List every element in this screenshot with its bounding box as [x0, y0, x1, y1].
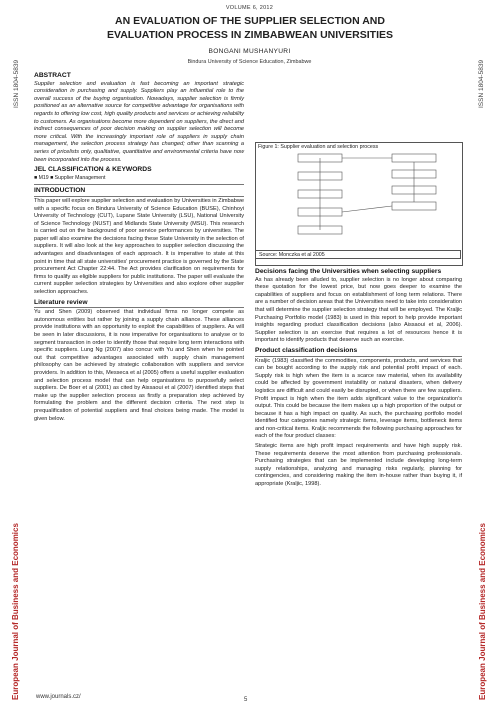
- strategic-items-text: Strategic items are high profit impact requirements and have high supply risk. These requirements deserve the most attention from purchasing professionals. Purchasing strategies that can be implemented include developing long-term supply relationships, analyzing and managing risks regularly, planning for contingencies, and considering making the item in-house rather than buying it, if appropriate (Kraljic, 1998).: [255, 443, 462, 488]
- divider: [34, 184, 244, 185]
- product-classification-heading: Product classification decisions: [255, 346, 358, 354]
- right-column: [255, 266, 462, 491]
- introduction-text: This paper will explore supplier selection and evaluation by Universities in Zimbabwe with a specific focus on Bindura University of Science Education (BUSE), Chinhoyi University of Technology (CUT), Lupane State University (LSU), National University of Science Technology (NUST) and Midlands State University (MSU). This research is carried out on the background of poor service performances by universities. The paper will also examine the decisions facing these State University in the selection of suppliers. It will also look at the key approaches to supplier selection discussing the advantages and disadvantages of each approach. It is imperative to state at this point in time that all state universities' procurement practice is governed by the State procurement Act Chapter 22:44. The Act provides clarification on requirements for firms to qualify as eligible suppliers for public institutions. The paper will evaluate the current supplier selection strategies by Universities and also explore other supplier selection approaches.: [34, 197, 244, 296]
- author-affiliation: Bindura University of Science Education, Zimbabwe: [187, 59, 312, 65]
- issn-left: ISSN 1804-5839: [13, 59, 20, 108]
- volume-label: VOLUME 6, 2012: [225, 5, 274, 11]
- journal-name-right: European Journal of Business and Economics: [478, 523, 487, 700]
- divider: [34, 307, 244, 308]
- journal-url[interactable]: www.journals.cz/: [36, 694, 81, 700]
- abstract-heading: ABSTRACT: [34, 72, 71, 79]
- divider: [34, 196, 244, 197]
- jel-keywords: ■ M19 ■ Supplier Management: [34, 174, 106, 181]
- title-line-2: EVALUATION PROCESS IN ZIMBABWEAN UNIVERSITIES: [106, 28, 394, 41]
- figure-flowchart: [260, 152, 456, 248]
- article-title: [60, 15, 440, 42]
- jel-heading: JEL CLASSIFICATION & KEYWORDS: [34, 166, 152, 174]
- decisions-text: As has already been alluded to, supplier selection is no longer about comparing these quotation for the lowest price, but now goes deeper to examine the capabilities of suppliers and focus on establishment of long term relations. There are a number of decision areas that the Universities need to take into consideration that will determine the supplier selection strategy that will be employed. The Kraljic Purchasing Portfolio model (1983) is used in this report to help provide important insights regarding product classification decisions (also Aissaoui et al, 2006). Supplier selection is an exercise that requires a lot of resources hence it is important to identify products that deserve such an exercise.: [255, 276, 462, 344]
- journal-name-left: European Journal of Business and Economics: [11, 523, 20, 700]
- literature-review-heading: Literature review: [34, 298, 88, 306]
- introduction-heading: INTRODUCTION: [34, 187, 86, 195]
- product-classification-text: Kraljic (1983) classified the commodities, components, products, and services that can be bought according to the supply risk and potential profit impact of each. Supply risk is high when the item is a scarce raw material, when its availability could be affected by government instability or natural disasters, when delivery logistics are difficult and could easily be disrupted, or when there are few suppliers. Profit impact is high when the item adds significant value to the organization's output. This could be because the item makes up a high proportion of the output or because it has a high impact on quality. As such, the purchasing portfolio model identified four categories namely strategic items, leverage items, bottleneck items and non-critical items. Kraljic recommends the following purchasing approaches for each of the four product classes:: [255, 357, 462, 440]
- figure-caption: Figure 1: Supplier evaluation and selection process: [258, 144, 379, 150]
- issn-right: ISSN 1804-5839: [478, 59, 485, 108]
- divider: [255, 356, 462, 357]
- literature-review-text: Yu and Shen (2009) observed that individual firms no longer compete as autonomous entities but rather by joining a supply chain alliance. These alliances provide institutions with an opportunity to exploit the capabilities of suppliers. As will be seen in later discussions, it is now imperative for organisations to analyse or to segment transaction in order to identify those that require long term interactions with specific suppliers. Lung Ng (2007) also concur with Yu and Shen when he pointed out that competitive advantages associated with supply chain management philosophy can be achieved by strategic collaboration with suppliers and service providers. In addition to this, Messeca et al (2005) offers a useful supplier evaluation and selection process model that can help organisations to purposefully select suppliers. De Boer et al (2001) as cited by Aissaoui et al (2007) identified steps that make up the supplier selection process as firstly a preparation step achieved by formulating the problem and the different decision criteria. The next step is prequalification of potential suppliers and final choices being made. The model is given below.: [34, 309, 244, 422]
- figure-source: Source: Monczka et al 2005: [255, 250, 461, 259]
- abstract-text: Supplier selection and evaluation is fast becoming an important strategic consideration in purchasing and supply. Suppliers play an influential role to the overall success of the buying organisation. Nowadays, supplier selection is firmly positioned as an alternative source for competitive advantage for organisations with regards to offering low cost, high quality products and services or achieving reliability to customers. As organisations become more dependent on suppliers, the direct and indirect consequences of poor decision making on supplier selection will become more critical. With the increasingly important role of suppliers in supply chain management, the selection process strategy has changed; other than scanning a series of pricelists only, qualitative, quantitative and environmental criteria have now been incorporated into the process.: [34, 80, 244, 163]
- author-name: BONGANI MUSHANYURI: [208, 48, 291, 55]
- left-column: [34, 70, 244, 425]
- decisions-heading: Decisions facing the Universities when selecting suppliers: [255, 268, 442, 275]
- page-number: 5: [244, 697, 248, 703]
- title-line-1: AN EVALUATION OF THE SUPPLIER SELECTION AND: [115, 15, 385, 27]
